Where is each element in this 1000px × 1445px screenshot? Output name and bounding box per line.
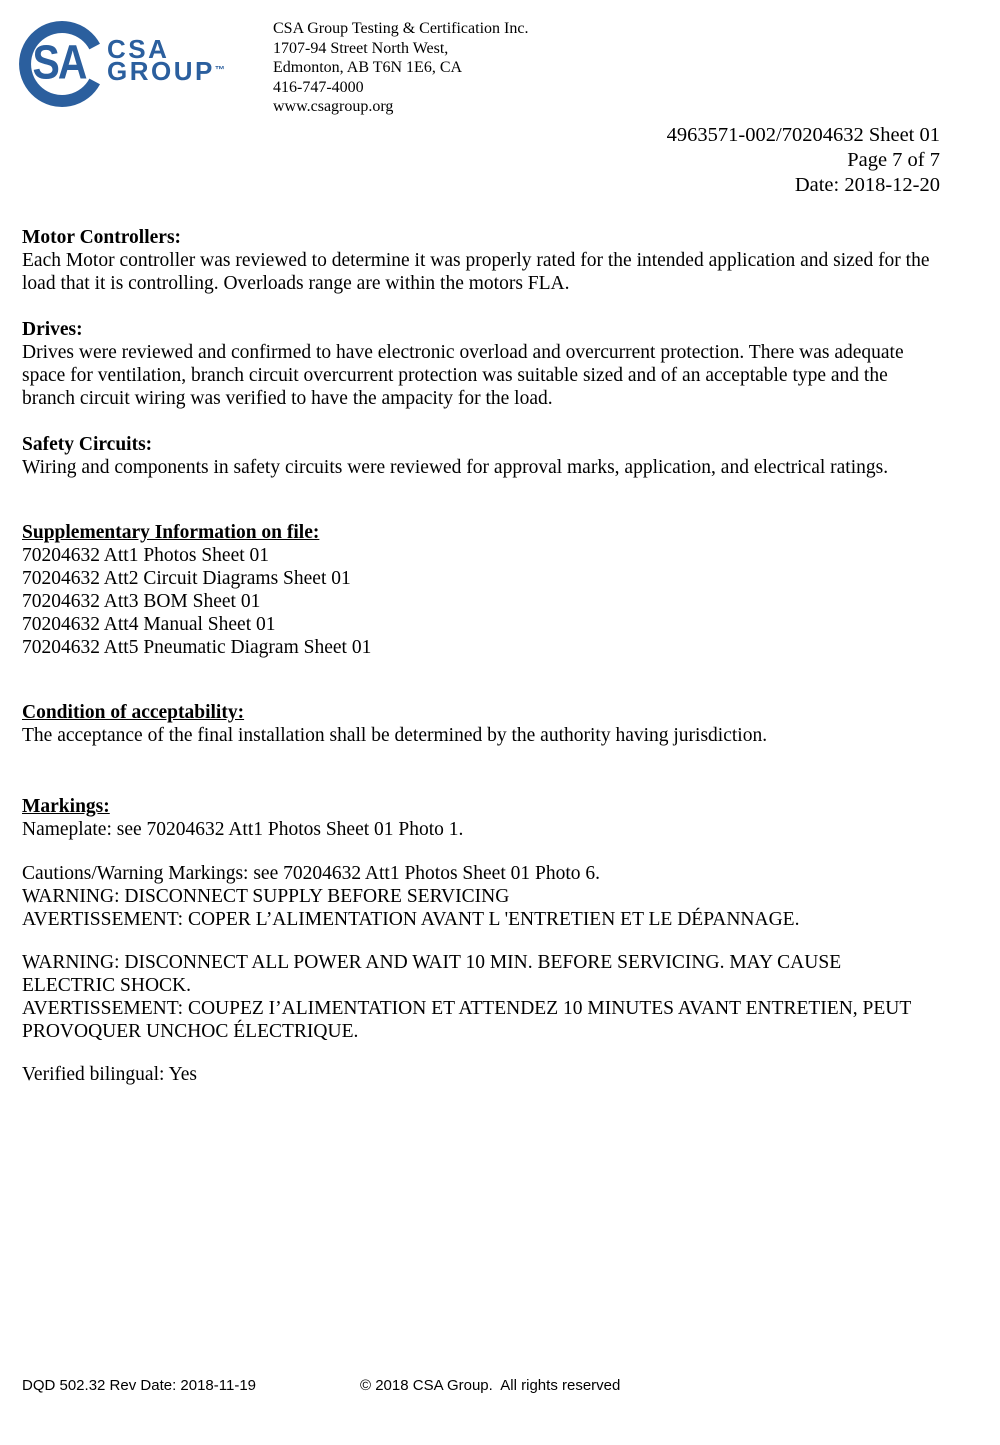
list-item: 70204632 Att4 Manual Sheet 01 [22, 614, 276, 635]
phone-number: 416-747-4000 [273, 78, 364, 96]
warning-paragraph [22, 951, 940, 1043]
text-line: Cautions/Warning Markings: see 70204632 Att1 Photos Sheet 01 Photo 6. [22, 863, 601, 884]
csa-wordmark-line1: CSA [107, 34, 170, 64]
csa-wordmark [107, 34, 225, 86]
text-line: Wiring and components in safety circuits were reviewed for approval marks, application, and electrical ratings. [22, 457, 889, 478]
csa-monogram-icon [18, 20, 106, 108]
text-line: load that it is controlling. Overloads range are within the motors FLA. [22, 273, 570, 294]
document-number: 4963571-002/70204632 Sheet 01 [666, 124, 940, 146]
text-line: branch circuit wiring was verified to have the ampacity for the load. [22, 388, 553, 409]
csa-monogram-letters: SA [32, 34, 86, 90]
section-supplementary-info [22, 521, 940, 659]
cautions-paragraph [22, 862, 940, 931]
section-heading: Markings: [22, 796, 110, 817]
text-line: Each Motor controller was reviewed to determine it was properly rated for the intended application and sized for the [22, 250, 930, 271]
section-heading: Motor Controllers: [22, 227, 182, 248]
avertissement-line: AVERTISSEMENT: COPER L’ALIMENTATION AVANT L 'ENTRETIEN ET LE DÉPANNAGE. [22, 909, 800, 930]
avertissement-line: PROVOQUER UNCHOC ÉLECTRIQUE. [22, 1021, 359, 1042]
section-condition-of-acceptability [22, 701, 940, 747]
list-item: 70204632 Att1 Photos Sheet 01 [22, 545, 270, 566]
section-heading: Condition of acceptability: [22, 702, 245, 723]
text-line: space for ventilation, branch circuit overcurrent protection was suitable sized and of an acceptable type and the [22, 365, 888, 386]
text-line: The acceptance of the final installation shall be determined by the authority having jurisdiction. [22, 725, 768, 746]
list-item: 70204632 Att2 Circuit Diagrams Sheet 01 [22, 568, 351, 589]
verified-bilingual-paragraph [22, 1063, 940, 1086]
list-item: 70204632 Att5 Pneumatic Diagram Sheet 01 [22, 637, 372, 658]
address-street: 1707-94 Street North West, [273, 39, 449, 57]
document-date: Date: 2018-12-20 [794, 174, 940, 196]
section-heading: Safety Circuits: [22, 434, 153, 455]
company-address-block [273, 19, 528, 117]
warning-line: WARNING: DISCONNECT SUPPLY BEFORE SERVICING [22, 886, 510, 907]
section-drives [22, 318, 940, 410]
footer-revision: DQD 502.32 Rev Date: 2018-11-19 [22, 1377, 257, 1394]
csa-wordmark-group: GROUP [107, 56, 215, 86]
page-indicator: Page 7 of 7 [847, 149, 940, 171]
footer-copyright: © 2018 CSA Group. All rights reserved [360, 1377, 621, 1394]
csa-wordmark-line2 [107, 56, 225, 86]
avertissement-line: AVERTISSEMENT: COUPEZ I’ALIMENTATION ET ATTENDEZ 10 MINUTES AVANT ENTRETIEN, PEUT [22, 998, 912, 1019]
text-line: Verified bilingual: Yes [22, 1064, 197, 1085]
csa-logo-icon [18, 20, 106, 113]
section-heading: Supplementary Information on file: [22, 522, 320, 543]
text-line: Nameplate: see 70204632 Att1 Photos Sheet 01 Photo 1. [22, 819, 464, 840]
section-markings [22, 795, 940, 1086]
section-safety-circuits [22, 433, 940, 479]
website-url: www.csagroup.org [273, 98, 394, 115]
trademark-symbol: ™ [214, 65, 225, 76]
warning-line: WARNING: DISCONNECT ALL POWER AND WAIT 10 MIN. BEFORE SERVICING. MAY CAUSE [22, 952, 842, 973]
address-city: Edmonton, AB T6N 1E6, CA [273, 59, 463, 76]
document-body [22, 226, 940, 1086]
company-name: CSA Group Testing & Certification Inc. [273, 20, 529, 37]
nameplate-paragraph [22, 818, 940, 841]
document-reference-block [667, 123, 940, 198]
list-item: 70204632 Att3 BOM Sheet 01 [22, 591, 261, 612]
text-line: Drives were reviewed and confirmed to have electronic overload and overcurrent protection. There was adequate [22, 342, 904, 363]
warning-line: ELECTRIC SHOCK. [22, 975, 192, 996]
section-heading: Drives: [22, 319, 83, 340]
section-motor-controllers [22, 226, 940, 295]
